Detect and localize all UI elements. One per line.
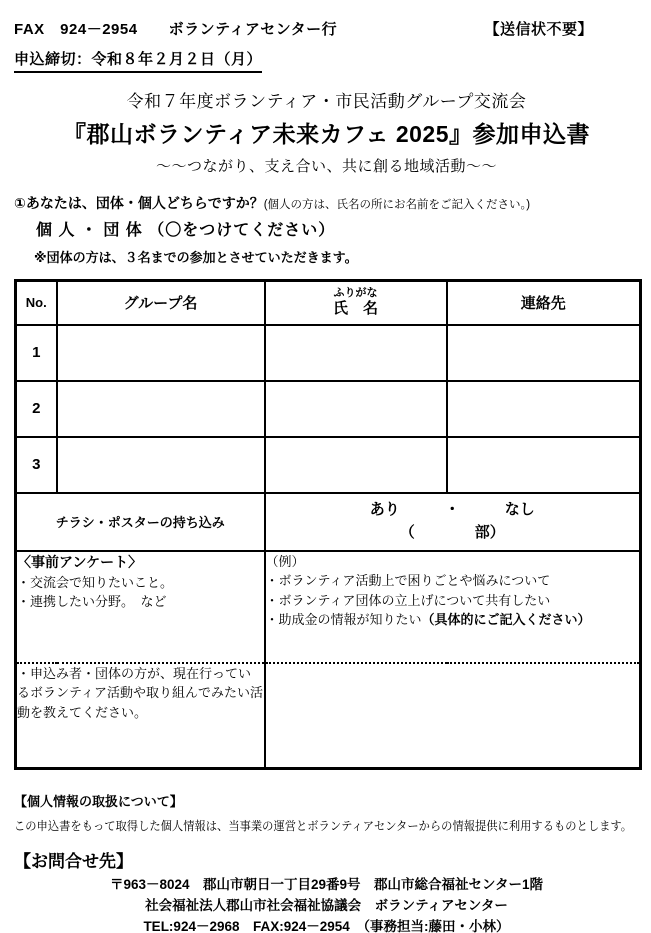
privacy-statement: この申込書をもって取得した個人情報は、当事業の運営とボランティアセンターからの情報提供に利用するものとします。 <box>14 819 633 833</box>
row-number: 3 <box>16 437 57 493</box>
flyer-label-cell: チラシ・ポスターの持ち込み <box>16 493 265 551</box>
deadline-label: 申込締切：令和８年２月２日（月） <box>14 48 262 73</box>
contact-address-line2: 社会福祉法人郡山市社会福祉協議会 ボランティアセンター <box>145 897 508 913</box>
name-label: 氏 名 <box>332 300 378 318</box>
contact-address-line3: TEL:924－2968 FAX:924－2954 （事務担当:藤田・小林） <box>143 918 510 933</box>
question-1-text: ①あなたは、団体・個人どちらですか？ <box>14 195 264 211</box>
fax-destination-label: FAX 924－2954 ボランティアセンター行 <box>14 21 338 38</box>
individual-group-choice: 個 人 ・ 団 体 （〇をつけてください） <box>36 222 336 239</box>
form-subtitle: ～～つながり、支え合い、共に創る地域活動～～ <box>155 158 497 175</box>
row-number: 2 <box>16 381 57 437</box>
table-header-row <box>16 281 641 325</box>
survey-question-cell <box>16 551 265 663</box>
group-name-cell-2 <box>57 381 265 437</box>
col-header-no: No. <box>16 281 57 325</box>
contact-address-line1: 〒963－8024 郡山市朝日一丁目29番9号 郡山市総合福祉センター1階 <box>109 877 544 892</box>
group-limit-note: ※団体の方は、３名までの参加とさせていただきます。 <box>34 250 358 265</box>
flyer-row <box>16 493 641 551</box>
col-header-name <box>265 281 447 325</box>
contact-address-block <box>14 875 639 933</box>
survey-example-cell <box>265 551 641 663</box>
flyer-yes-no-options: あり ・ なし <box>369 501 535 518</box>
fax-header-row <box>14 18 639 39</box>
example-item-text: ・助成金の情報が知りたい <box>265 612 422 627</box>
contact-cell-2 <box>447 381 641 437</box>
group-name-cell-3 <box>57 437 265 493</box>
flyer-options-cell <box>265 493 641 551</box>
question-1-line <box>14 193 639 213</box>
name-cell-2 <box>265 381 447 437</box>
survey-item: ・交流会で知りたいこと。 <box>17 574 174 590</box>
contact-cell-3 <box>447 437 641 493</box>
activity-row <box>16 663 641 769</box>
group-name-cell-1 <box>57 325 265 381</box>
activity-answer-cell <box>265 663 641 769</box>
participant-row-1 <box>16 325 641 381</box>
name-cell-3 <box>265 437 447 493</box>
participants-table <box>14 279 642 770</box>
col-header-contact: 連絡先 <box>447 281 641 325</box>
contact-section-title: 【お問合せ先】 <box>14 852 133 871</box>
example-item: ・ボランティア団体の立上げについて共有したい <box>265 592 551 608</box>
participant-row-3 <box>16 437 641 493</box>
activity-question-cell: ・申込み者・団体の方が、現在行っているボランティア活動や取り組んでみたい活動を教えてください。 <box>16 663 265 769</box>
survey-row <box>16 551 641 663</box>
example-item <box>266 610 640 630</box>
col-header-group-name: グループ名 <box>57 281 265 325</box>
privacy-section-title: 【個人情報の取扱について】 <box>14 794 183 809</box>
no-cover-sheet-label: 【送信状不要】 <box>484 21 593 38</box>
form-main-title: 『郡山ボランティア未来カフェ 2025』参加申込書 <box>62 121 591 147</box>
example-item: ・ボランティア活動上で困りごとや悩みについて <box>265 573 551 588</box>
name-cell-1 <box>265 325 447 381</box>
participant-row-2 <box>16 381 641 437</box>
title-block <box>14 87 639 176</box>
survey-title: 〈事前アンケート〉 <box>17 553 143 570</box>
contact-cell-1 <box>447 325 641 381</box>
question-1-note: (個人の方は、氏名の所にお名前をご記入ください。) <box>263 199 531 211</box>
furigana-label: ふりがな <box>333 287 378 300</box>
row-number: 1 <box>16 325 57 381</box>
question-1-block <box>14 193 639 266</box>
example-item-bold-note: （具体的にご記入ください） <box>421 612 591 627</box>
event-name-line: 令和７年度ボランティア・市民活動グループ交流会 <box>126 92 527 111</box>
deadline-row <box>14 48 639 73</box>
example-title: （例） <box>265 553 305 569</box>
survey-item: ・連携したい分野。 など <box>17 594 167 609</box>
flyer-count-field: （ 部） <box>399 523 505 541</box>
